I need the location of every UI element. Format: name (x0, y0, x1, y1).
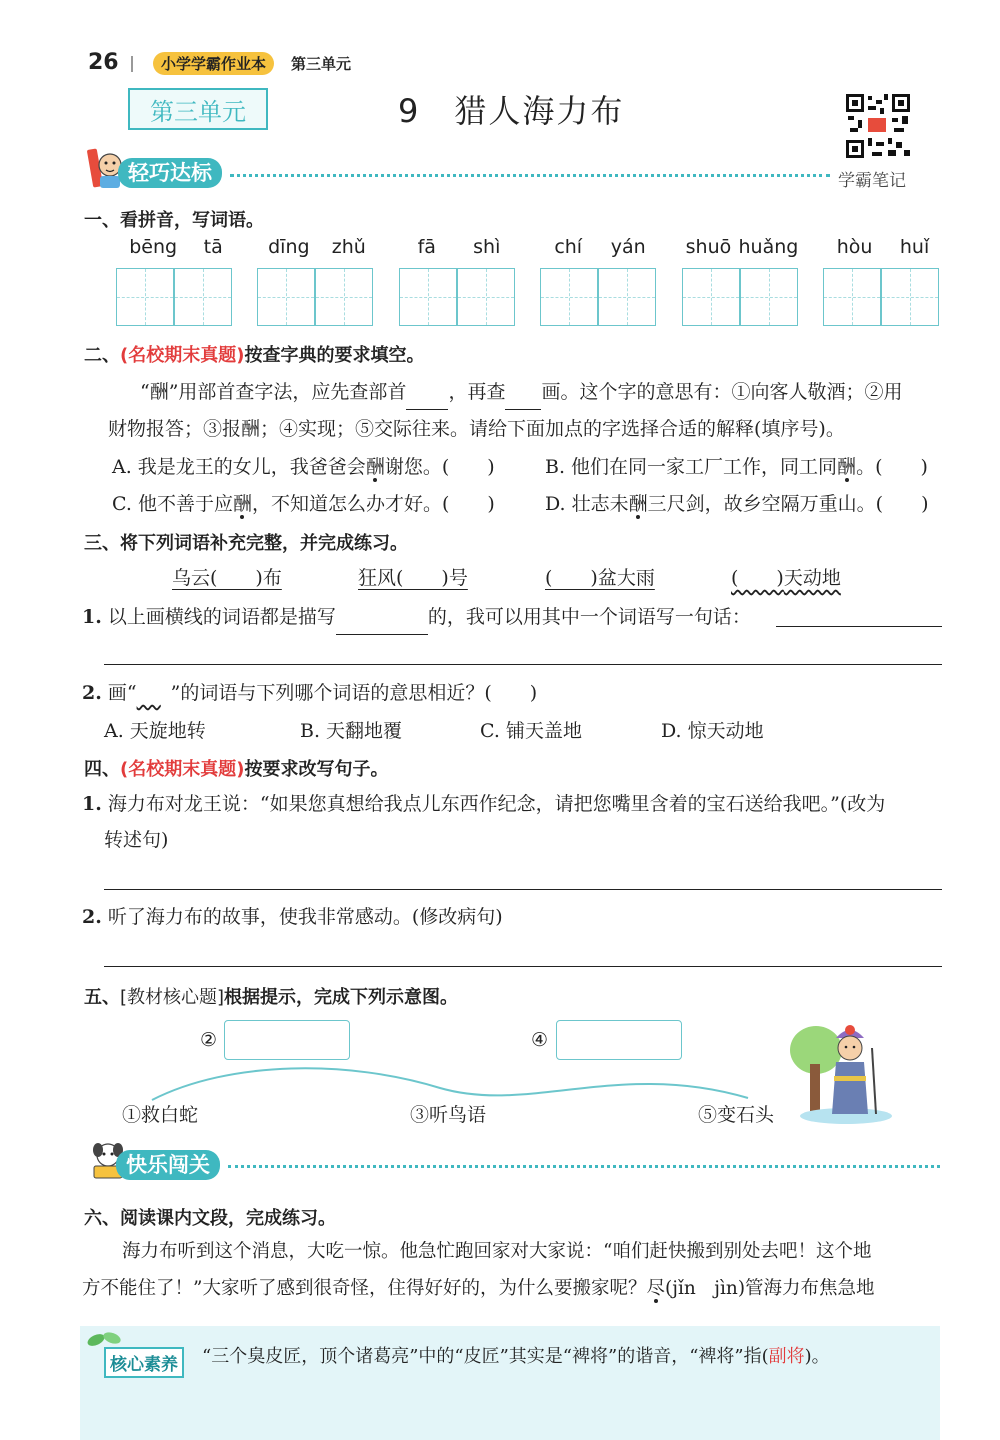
pinyin: shì (473, 236, 501, 258)
pinyin: hòu (836, 236, 873, 258)
q2-text: D. 壮志未 (545, 493, 629, 515)
section-divider (228, 1165, 940, 1168)
diagram-label-3: ③听鸟语 (410, 1104, 487, 1126)
q2-para-line2: 财物报答；③报酬；④实现；⑤交际往来。请给下面加点的字选择合适的解释(填序号)。 (108, 418, 845, 440)
core-text: “三个臭皮匠，顶个诸葛亮”中的“皮匠”其实是“裨将”的谐音，“裨将”指( (202, 1346, 769, 1367)
sub-number: 2. (82, 682, 102, 704)
diagram-num-4: ④ (531, 1029, 549, 1051)
qr-code-icon[interactable] (844, 92, 912, 160)
q3-option-a: A. 天旋地转 (104, 720, 206, 742)
writing-box[interactable] (682, 268, 740, 326)
sub-number: 2. (82, 906, 102, 928)
pinyin-group-1 (116, 236, 236, 326)
pinyin: tā (203, 236, 223, 258)
q2-title (84, 341, 424, 367)
q2-text: 谢您。( ) (384, 456, 495, 478)
core-literacy-label: 核心素养 (104, 1347, 184, 1378)
section-divider (230, 174, 830, 177)
q2-text: “酬”用部首查字法，应先查部首 (140, 381, 407, 403)
pinyin-group-4 (540, 236, 660, 326)
q3-word-4 (731, 560, 841, 596)
page-number: 26 (88, 50, 119, 75)
answer-line[interactable] (776, 626, 942, 627)
q3-word-3: ( )盆大雨 (545, 567, 655, 589)
leaf-icon (84, 1330, 124, 1348)
q5-prefix: 五、 (84, 987, 120, 1008)
q2-text: A. 我是龙王的女儿，我爸爸会 (112, 456, 366, 478)
q6-title: 六、阅读课内文段，完成练习。 (84, 1208, 336, 1229)
q3-sub2 (82, 675, 537, 711)
q6-text: 方不能住了！”大家听了感到很奇怪，住得好好的，为什么要搬家呢？ (82, 1278, 647, 1299)
diagram-num-2: ② (200, 1029, 218, 1051)
q3-text: 以上画横线的词语都是描写 (107, 606, 336, 628)
q2-text: B. 他们在同一家工厂工作，同工同 (545, 456, 838, 478)
writing-box[interactable] (257, 268, 315, 326)
q4-title-text: 按要求改写句子。 (244, 759, 389, 780)
q2-option-b (545, 449, 928, 485)
core-answer: 副将 (768, 1346, 805, 1367)
pinyin-group-2 (257, 236, 377, 326)
q3-text: 天动地 (783, 567, 841, 589)
q4-text: 听了海力布的故事，使我非常感动。(修改病句) (107, 906, 503, 928)
q2-text: 三尺剑，故乡空隔万重山。( ) (647, 493, 929, 515)
header-separator (131, 56, 133, 72)
core-text: )。 (804, 1346, 830, 1367)
hunter-illustration-icon (786, 1018, 898, 1128)
q3-option-b: B. 天翻地覆 (300, 720, 403, 742)
q1-title: 一、看拼音，写词语。 (84, 210, 264, 231)
pinyin: shuō (685, 236, 732, 258)
q3-word-2: 狂风( )号 (358, 567, 468, 589)
sub-number: 1. (82, 606, 102, 628)
pinyin: bēng (129, 236, 178, 258)
writing-box[interactable] (116, 268, 174, 326)
dotted-char: 酬 (365, 456, 385, 478)
notes-label: 学霸笔记 (838, 171, 906, 191)
pinyin: chí (554, 236, 583, 258)
q4-tag: (名校期末真题) (120, 759, 245, 780)
pinyin: fā (417, 236, 436, 258)
writing-box[interactable] (823, 268, 881, 326)
q4-sub2 (82, 899, 503, 935)
pinyin: huǎng (738, 236, 799, 258)
q5-title (84, 983, 458, 1009)
q6-passage-line1: 海力布听到这个消息，大吃一惊。他急忙跑回家对大家说：“咱们赶快搬到别处去吧！这个地 (122, 1241, 872, 1262)
q3-text: ( ) (731, 567, 784, 589)
q2-option-d (545, 486, 928, 522)
writing-box[interactable] (174, 268, 232, 326)
dotted-char: 尽 (646, 1278, 665, 1299)
sub-number: 1. (82, 793, 102, 815)
q2-prefix: 二、 (84, 345, 120, 366)
writing-box[interactable] (457, 268, 515, 326)
q5-tag: [教材核心题] (120, 987, 225, 1008)
header-unit: 第三单元 (291, 55, 352, 73)
pinyin: zhǔ (331, 236, 366, 258)
q2-tag: (名校期末真题) (120, 345, 245, 366)
q4-title (84, 755, 388, 781)
writing-box[interactable] (540, 268, 598, 326)
pinyin-group-6 (823, 236, 943, 326)
section-label-basic: 轻巧达标 (118, 158, 222, 188)
wavy-mark (137, 675, 171, 711)
q2-option-a (112, 449, 495, 485)
answer-blank[interactable] (406, 389, 448, 410)
answer-line[interactable] (104, 966, 942, 967)
q3-option-d: D. 惊天动地 (661, 720, 764, 742)
section-banner-basic (118, 158, 222, 188)
dotted-char: 酬 (837, 456, 857, 478)
pinyin-group-3 (399, 236, 519, 326)
diagram-box-4[interactable] (556, 1020, 682, 1060)
diagram-box-2[interactable] (224, 1020, 350, 1060)
q5-title-text: 根据提示，完成下列示意图。 (224, 987, 459, 1008)
q2-title-text: 按查字典的要求填空。 (244, 345, 425, 366)
q3-text: 的，我可以用其中一个词语写一句话： (427, 606, 751, 628)
writing-box[interactable] (399, 268, 457, 326)
book-title-badge: 小学学霸作业本 (153, 52, 274, 75)
dotted-char: 酬 (232, 493, 252, 515)
dotted-char: 酬 (628, 493, 648, 515)
unit-badge: 第三单元 (128, 88, 268, 130)
q4-text: 海力布对龙王说：“如果您真想给我点儿东西作纪念，请把您嘴里含着的宝石送给我吧。”(改为 (107, 793, 886, 815)
diagram-label-5: ⑤变石头 (698, 1104, 775, 1126)
q3-text: ”的词语与下列哪个词语的意思相近？( ) (170, 682, 538, 704)
q2-text: 。( ) (856, 456, 928, 478)
writing-box[interactable] (315, 268, 373, 326)
q2-text: C. 他不善于应 (112, 493, 233, 515)
pinyin: yán (610, 236, 646, 258)
q4-prefix: 四、 (84, 759, 120, 780)
answer-blank[interactable] (336, 614, 428, 635)
q2-para-line1 (140, 374, 902, 410)
pinyin: dīng (268, 236, 310, 258)
q3-word-1: 乌云( )布 (172, 567, 282, 589)
writing-box[interactable] (881, 268, 939, 326)
writing-box[interactable] (740, 268, 798, 326)
section-label-happy: 快乐闯关 (116, 1150, 220, 1180)
q2-option-c (112, 486, 495, 522)
q4-sub1 (82, 786, 885, 822)
q2-text: ，不知道怎么办才好。( ) (251, 493, 495, 515)
pencil-mascot-icon (86, 145, 122, 191)
q2-text: 画。这个字的意思有：①向客人敬酒；②用 (541, 381, 903, 403)
q6-text: (jǐn jìn)管海力布焦急地 (664, 1278, 875, 1299)
pinyin: huǐ (899, 236, 930, 258)
pinyin-group-5 (682, 236, 802, 326)
q3-option-c: C. 铺天盖地 (480, 720, 582, 742)
lesson-title: 9 猎人海力布 (398, 92, 625, 130)
writing-box[interactable] (598, 268, 656, 326)
answer-line[interactable] (104, 889, 942, 890)
q3-text: 画“ (107, 682, 137, 704)
core-literacy-text (202, 1339, 830, 1375)
q6-passage-line2 (82, 1271, 875, 1307)
answer-line[interactable] (104, 664, 942, 665)
q3-title: 三、将下列词语补充完整，并完成练习。 (84, 533, 408, 554)
answer-blank[interactable] (505, 389, 541, 410)
q2-text: ，再查 (448, 381, 506, 403)
q4-sub1-line2: 转述句) (104, 829, 169, 851)
section-banner-happy (116, 1150, 220, 1180)
diagram-label-1: ①救白蛇 (122, 1104, 199, 1126)
q3-sub1 (82, 599, 751, 635)
